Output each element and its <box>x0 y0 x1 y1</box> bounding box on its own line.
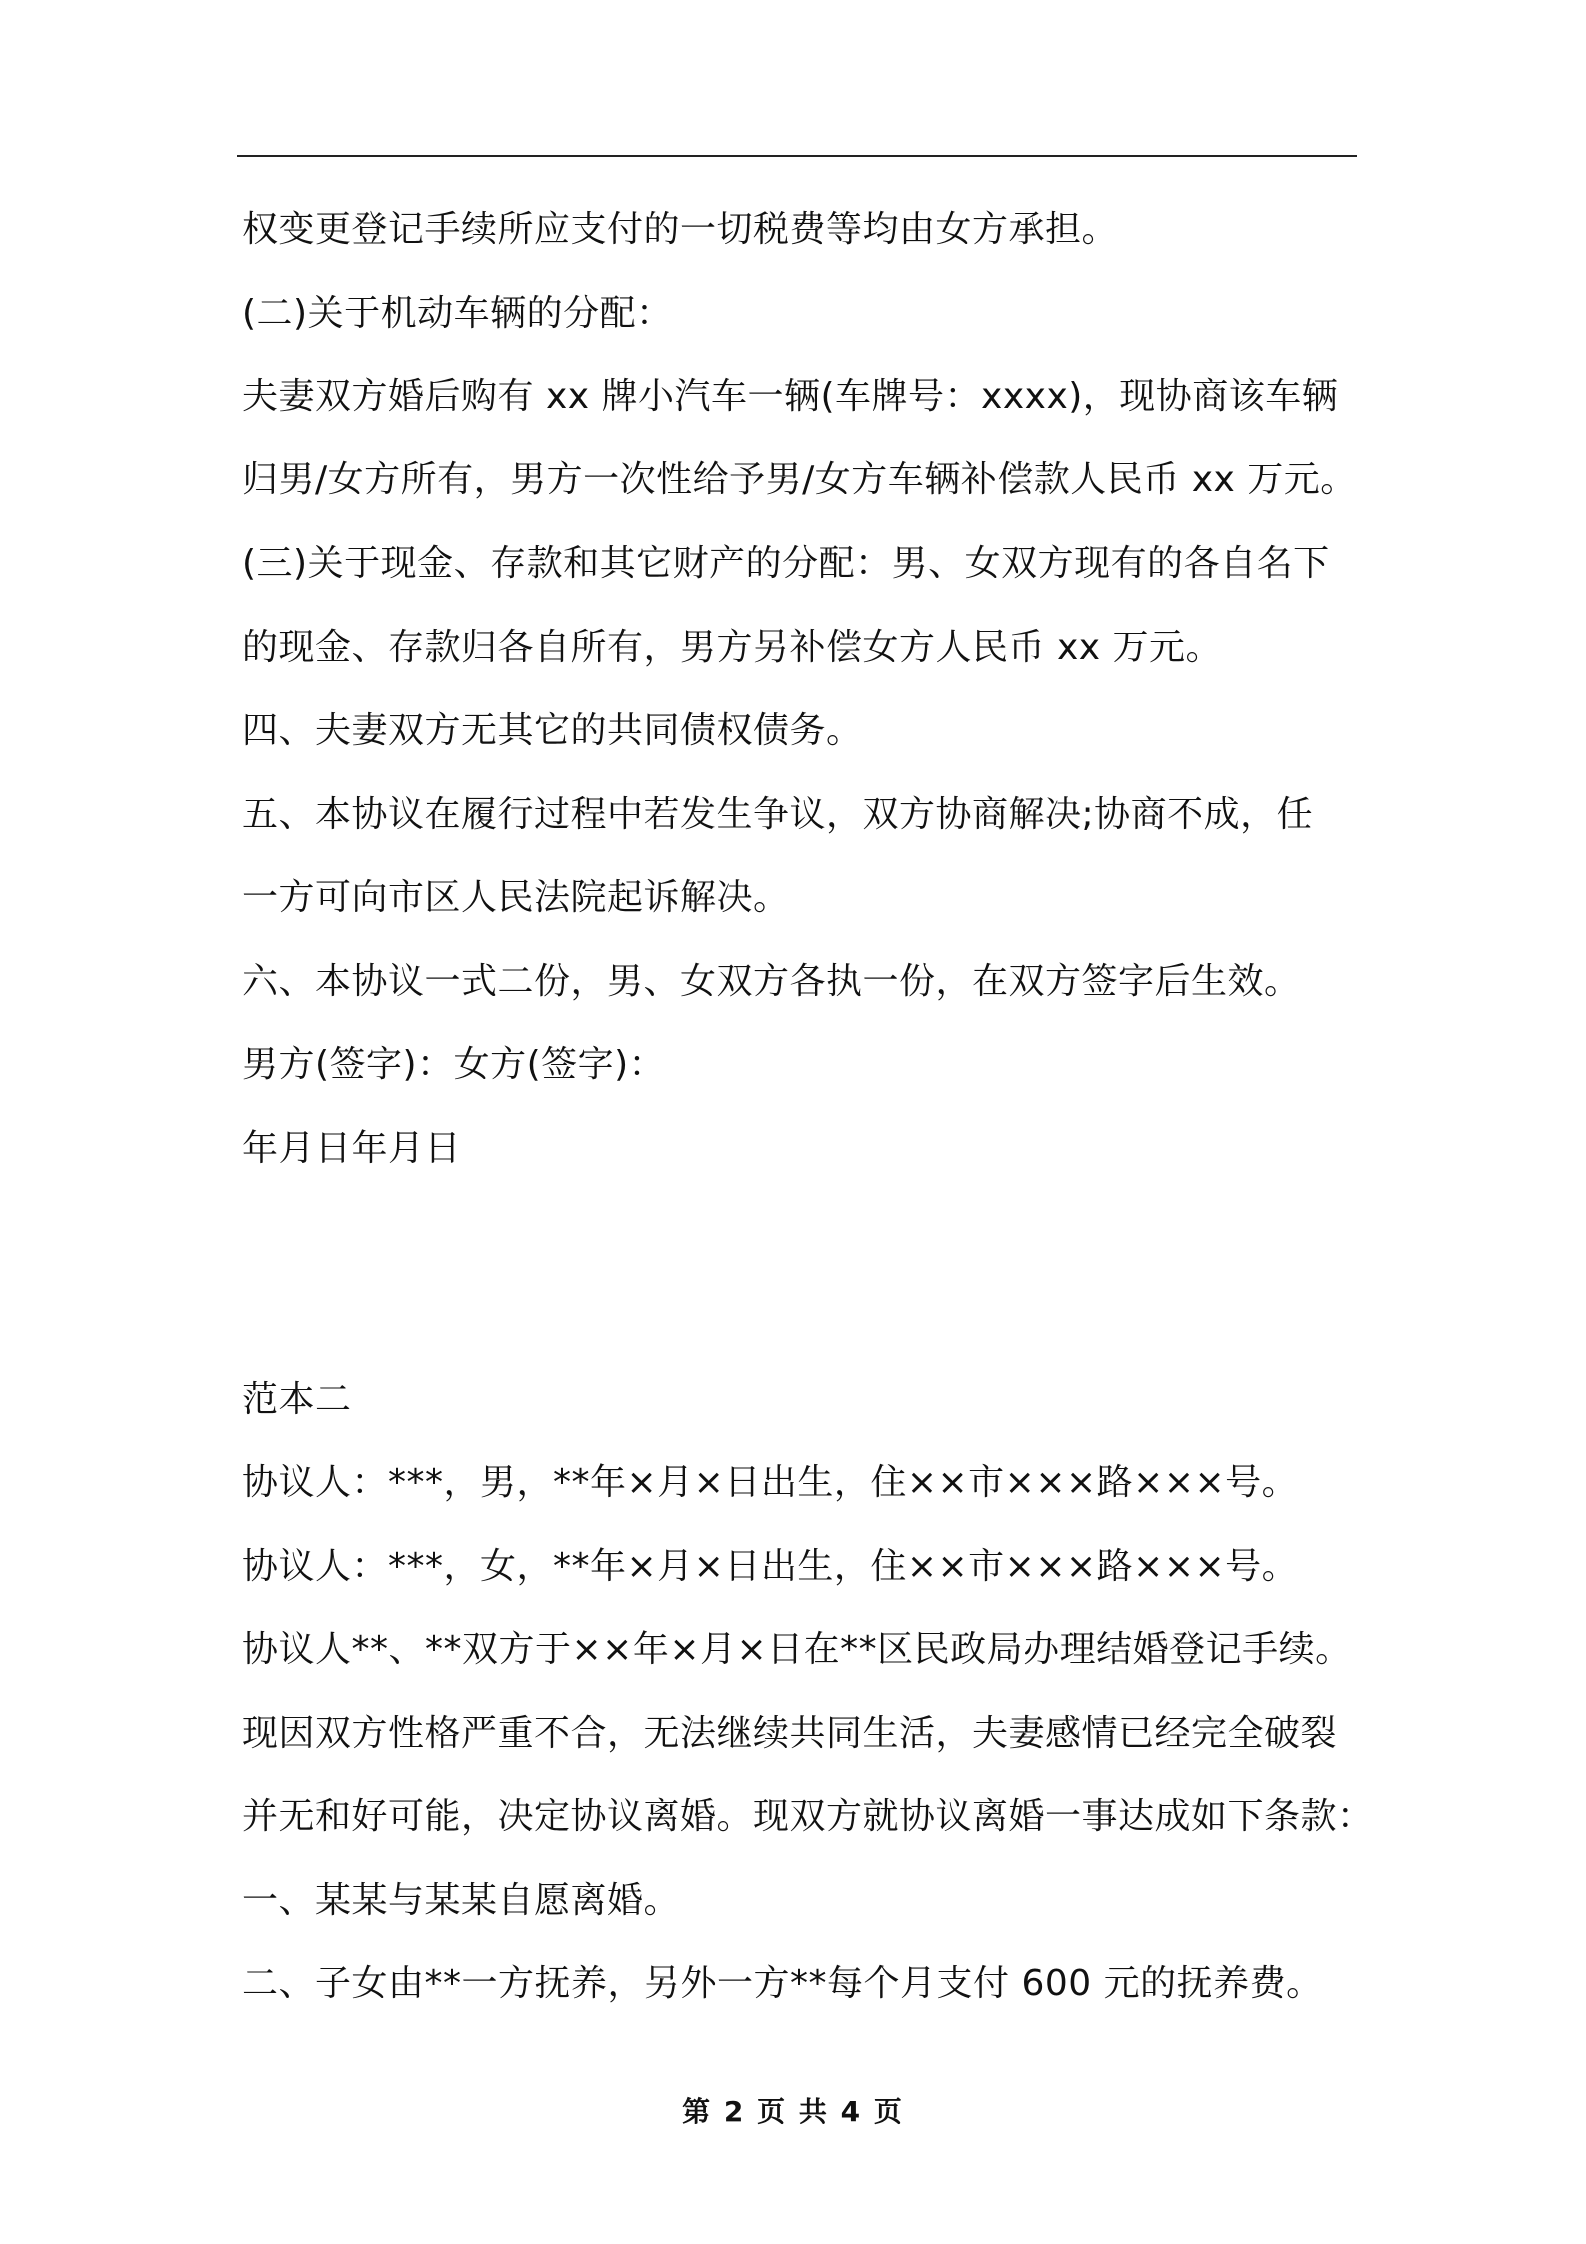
paragraph-line: 现因双方性格严重不合，无法继续共同生活，夫妻感情已经完全破裂 <box>242 1713 1338 1754</box>
paragraph-line: 并无和好可能，决定协议离婚。现双方就协议离婚一事达成如下条款： <box>242 1796 1374 1837</box>
paragraph-line: 一方可向市区人民法院起诉解决。 <box>242 877 790 918</box>
paragraph-line: 协议人**、**双方于××年×月×日在**区民政局办理结婚登记手续。 <box>242 1629 1352 1670</box>
section-title: 范本二 <box>242 1379 352 1420</box>
paragraph-line: 二、子女由**一方抚养，另外一方**每个月支付 600 元的抚养费。 <box>242 1963 1323 2004</box>
paragraph-line: 四、夫妻双方无其它的共同债权债务。 <box>242 710 863 751</box>
page-number-footer: 第 2 页 共 4 页 <box>682 2095 904 2128</box>
paragraph-line: 权变更登记手续所应支付的一切税费等均由女方承担。 <box>242 209 1119 250</box>
date-line: 年月日年月日 <box>242 1128 462 1169</box>
signature-line: 男方(签字)：女方(签字)： <box>242 1044 666 1085</box>
paragraph-line: (三)关于现金、存款和其它财产的分配：男、女双方现有的各自名下 <box>242 543 1330 584</box>
section-heading: (二)关于机动车辆的分配： <box>242 293 673 334</box>
paragraph-line: 归男/女方所有，男方一次性给予男/女方车辆补偿款人民币 xx 万元。 <box>242 459 1357 500</box>
paragraph-line: 的现金、存款归各自所有，男方另补偿女方人民币 xx 万元。 <box>242 627 1222 668</box>
paragraph-line: 六、本协议一式二份，男、女双方各执一份，在双方签字后生效。 <box>242 961 1301 1002</box>
paragraph-line: 一、某某与某某自愿离婚。 <box>242 1880 681 1921</box>
paragraph-line: 夫妻双方婚后购有 xx 牌小汽车一辆(车牌号：xxxx)，现协商该车辆 <box>242 376 1339 417</box>
paragraph-line: 五、本协议在履行过程中若发生争议，双方协商解决;协商不成，任 <box>242 794 1314 835</box>
paragraph-line: 协议人：***，男，**年×月×日出生，住××市×××路×××号。 <box>242 1462 1299 1503</box>
header-rule <box>237 155 1357 157</box>
paragraph-line: 协议人：***，女，**年×月×日出生，住××市×××路×××号。 <box>242 1546 1299 1587</box>
